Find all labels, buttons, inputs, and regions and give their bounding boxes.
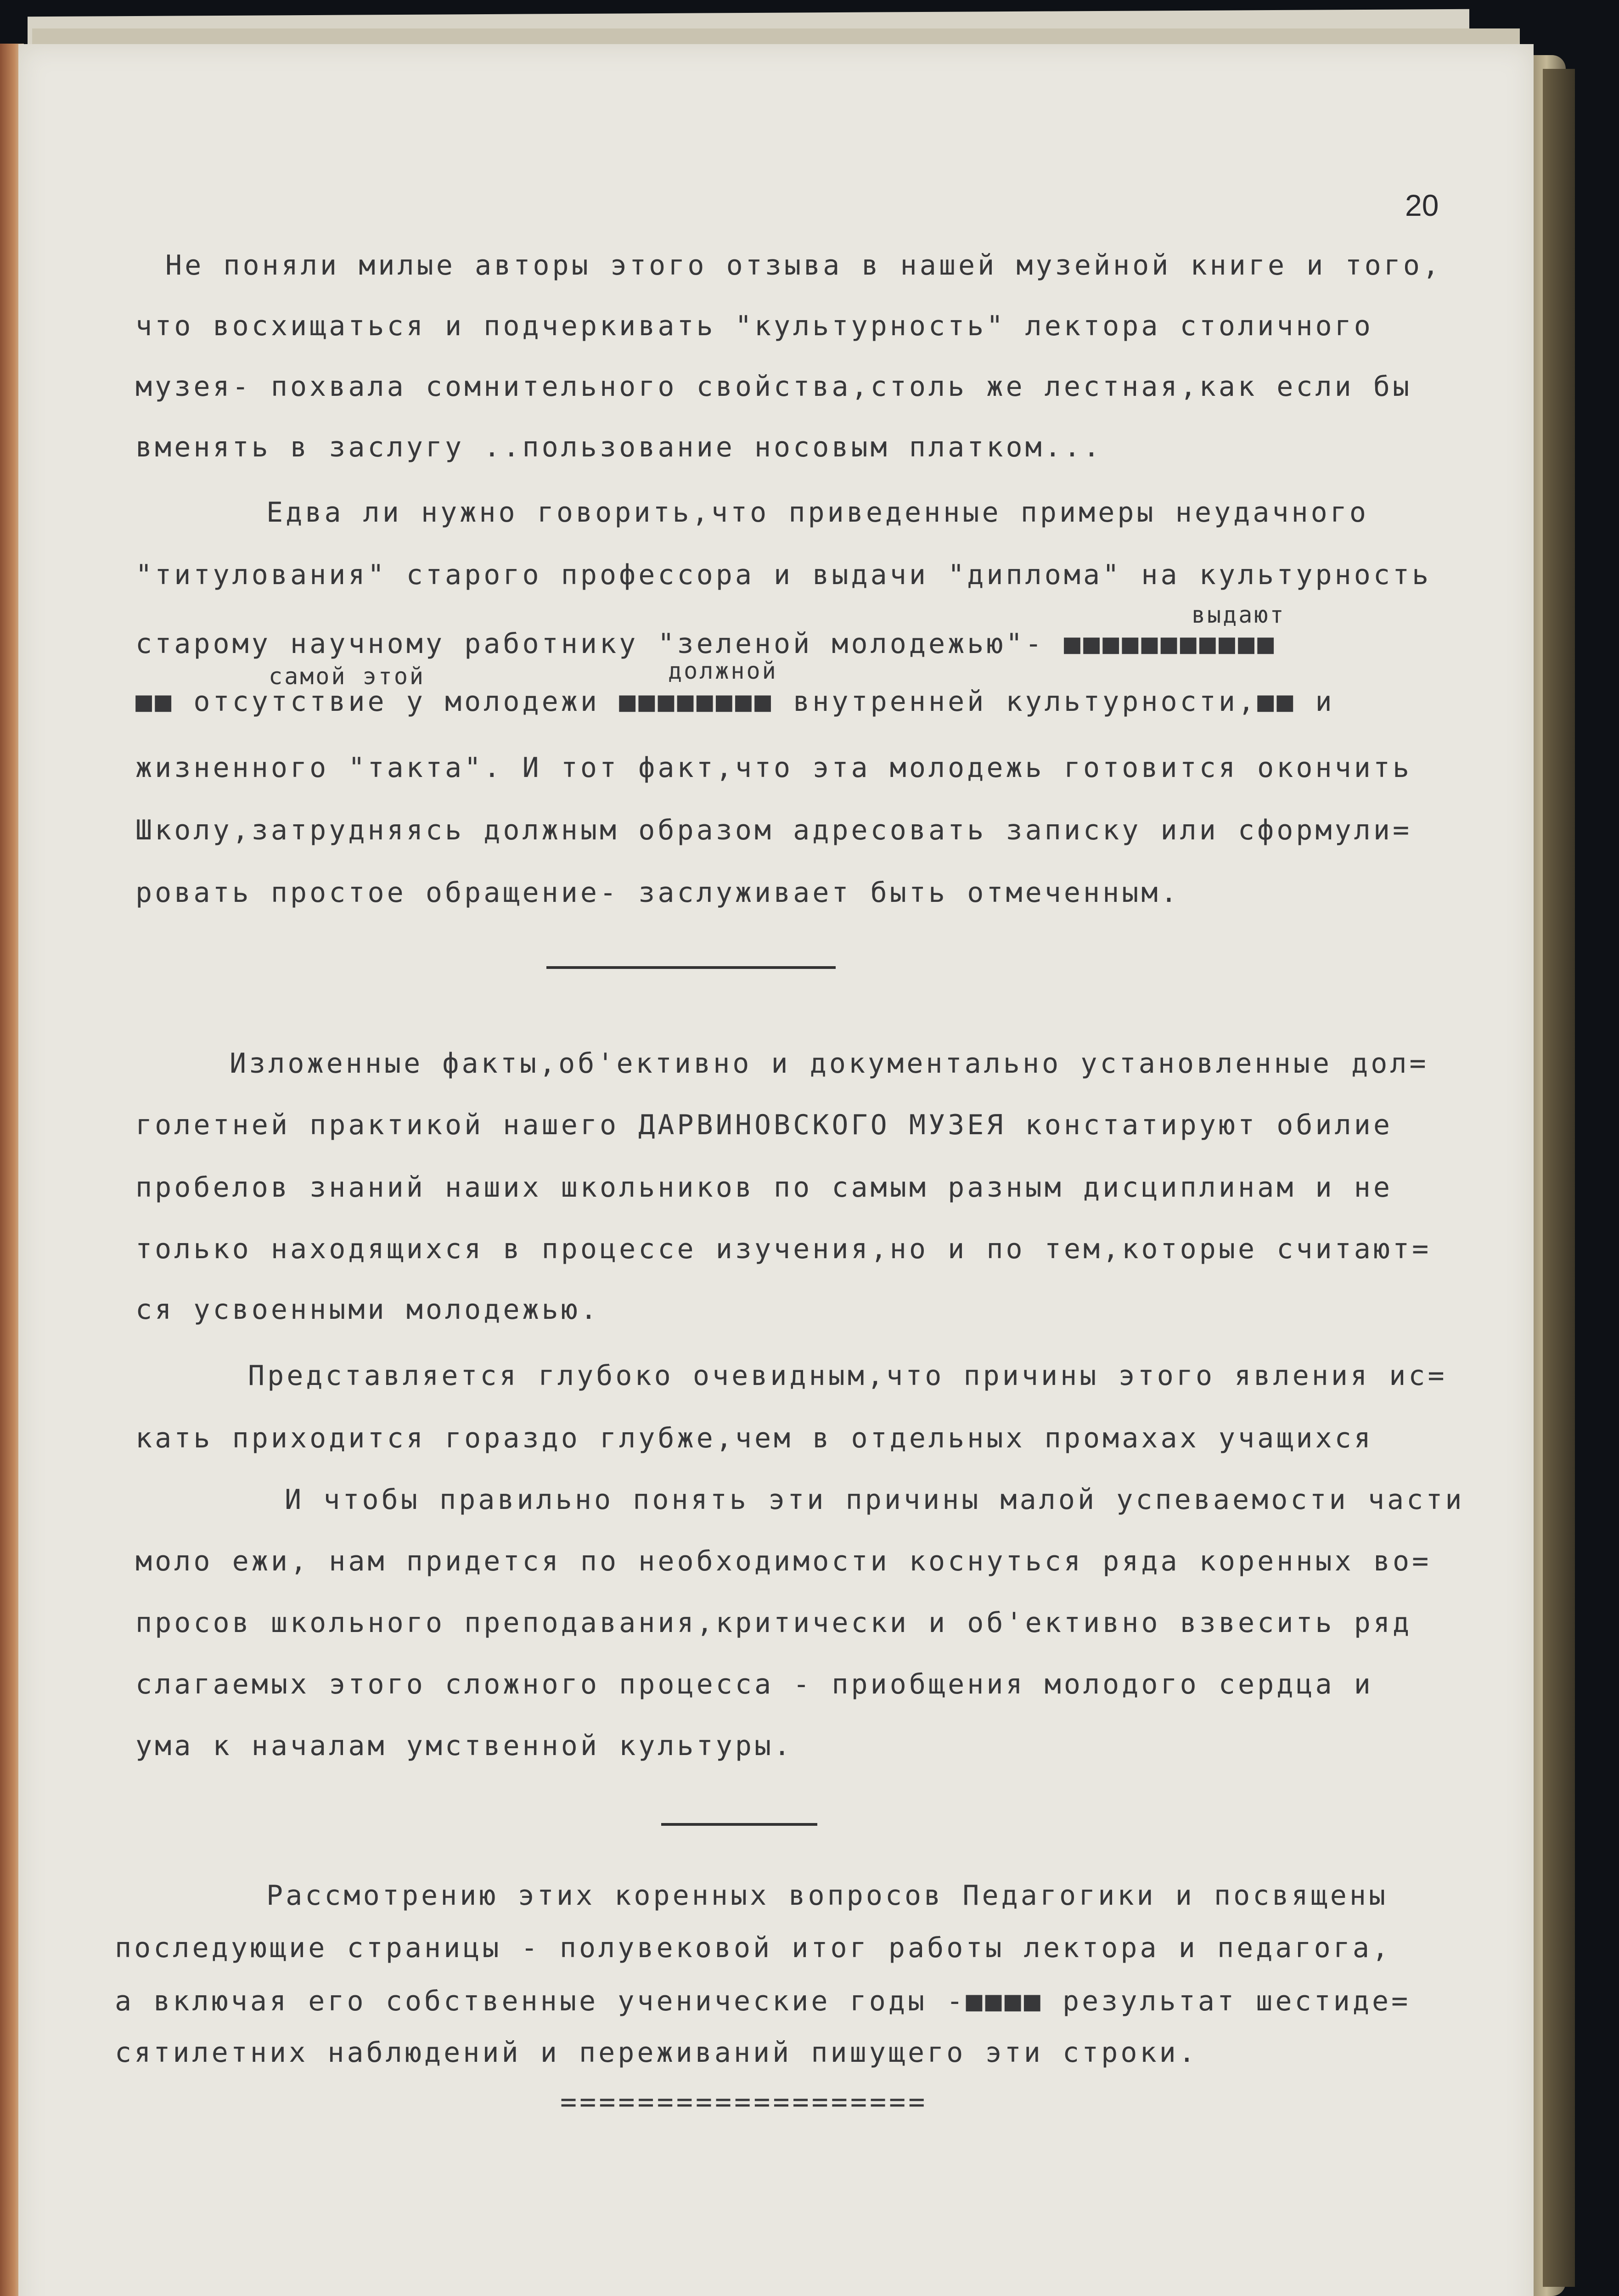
section-divider-1 <box>546 966 836 969</box>
text-line-5: Едва ли нужно говорить,что приведенные примеры неудачного <box>266 496 1369 529</box>
typewritten-page <box>18 44 1534 2296</box>
page-stack-shadow <box>1543 69 1575 2287</box>
text-line-6: "титулования" старого профессора и выдачи "диплома" на культурность <box>135 559 1432 591</box>
text-line-10: Школу,затрудняясь должным образом адресовать записку или сформули= <box>135 814 1412 846</box>
end-mark: =================== <box>560 2086 928 2118</box>
section-divider-2 <box>661 1823 817 1826</box>
text-line-23: ума к началам умственной культуры. <box>135 1730 793 1762</box>
insertion-above-7: выдают <box>1192 602 1286 628</box>
text-line-7: старому научному работнику "зеленой молодежью"- ■■■■■■■■■■■ <box>135 628 1277 660</box>
text-line-2: что восхищаться и подчеркивать "культурность" лектора столичного <box>135 310 1373 342</box>
text-line-16: ся усвоенными молодежью. <box>135 1294 600 1326</box>
text-line-13: голетней практикой нашего ДАРВИНОВСКОГО МУЗЕЯ констатируют обилие <box>135 1109 1393 1141</box>
text-line-11: ровать простое обращение- заслуживает быть отмеченным. <box>135 877 1180 909</box>
text-line-22: слагаемых этого сложного процесса - приобщения молодого сердца и <box>135 1668 1373 1700</box>
text-line-1: Не поняли милые авторы этого отзыва в нашей музейной книге и того, <box>165 249 1442 281</box>
text-line-17: Представляется глубоко очевидным,что причины этого явления ис= <box>248 1360 1447 1392</box>
text-line-18: кать приходится гораздо глубже,чем в отдельных промахах учащихся <box>135 1422 1373 1454</box>
text-line-24: Рассмотрению этих коренных вопросов Педагогики и посвящены <box>266 1880 1389 1912</box>
text-line-19: И чтобы правильно понять эти причины малой успеваемости части <box>285 1484 1465 1516</box>
text-line-25: последующие страницы - полувековой итог работы лектора и педагога, <box>115 1932 1392 1964</box>
text-line-8: ■■ отсутствие у молодежи ■■■■■■■■ внутренней культурности,■■ и <box>135 686 1335 718</box>
text-line-27: сятилетних наблюдений и переживаний пишущего эти строки. <box>115 2037 1198 2069</box>
text-line-15: только находящихся в процессе изучения,но и по тем,которые считают= <box>135 1233 1432 1265</box>
text-line-26: а включая его собственные ученические годы -■■■■ результат шестиде= <box>115 1985 1411 2017</box>
text-line-9: жизненного "такта". И тот факт,что эта молодежь готовится окончить <box>135 752 1412 784</box>
text-line-4: вменять в заслугу ..пользование носовым платком... <box>135 431 1103 463</box>
text-line-14: пробелов знаний наших школьников по самым разным дисциплинам и не <box>135 1171 1393 1204</box>
text-line-3: музея- похвала сомнительного свойства,столь же лестная,как если бы <box>135 371 1412 403</box>
insertion-above-8a: самой этой <box>269 663 426 690</box>
text-line-20: моло ежи, нам придется по необходимости коснуться ряда коренных во= <box>135 1545 1432 1577</box>
text-line-12: Изложенные факты,об'ективно и документально установленные дол= <box>230 1047 1429 1080</box>
text-line-21: просов школьного преподавания,критически и об'ективно взвесить ряд <box>135 1607 1412 1639</box>
page-number: 20 <box>1405 188 1439 222</box>
insertion-above-8b: должной <box>668 658 778 684</box>
